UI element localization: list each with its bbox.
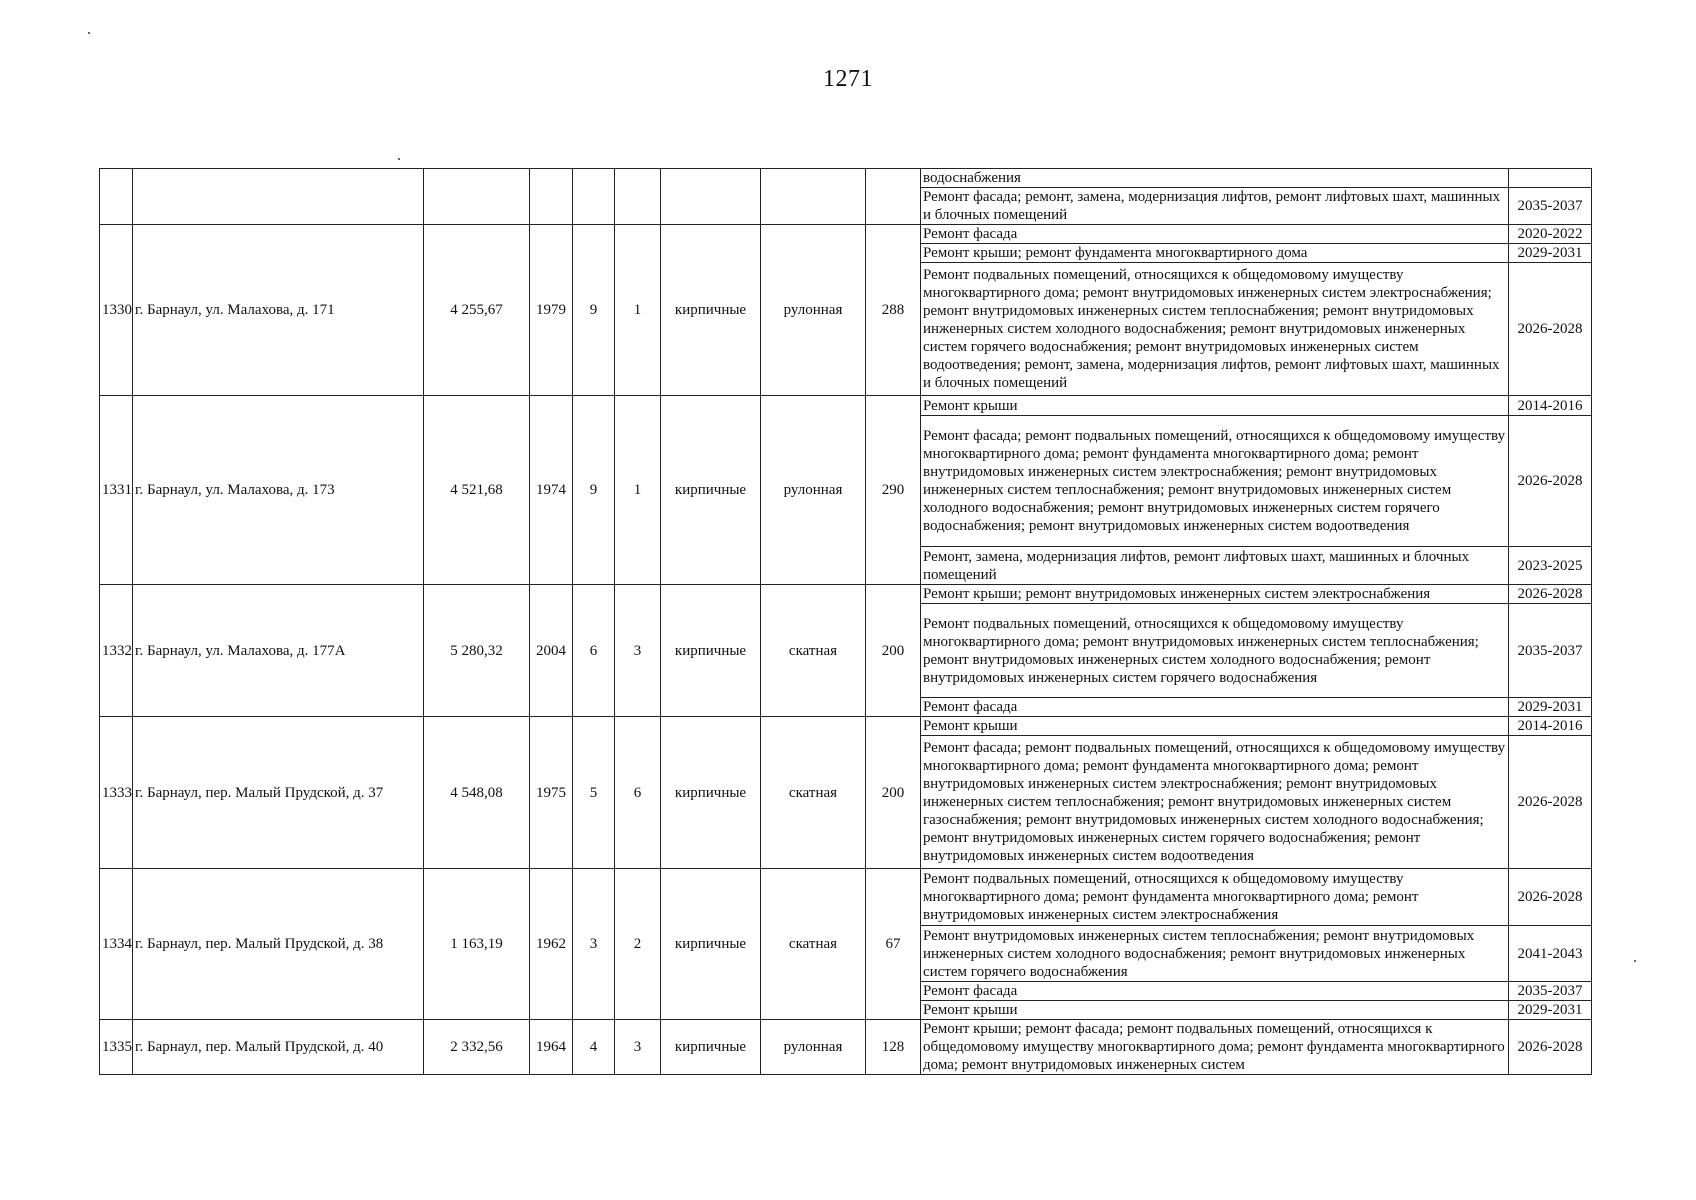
- house-roof: [761, 169, 866, 225]
- work-description: Ремонт, замена, модернизация лифтов, ремонт лифтовых шахт, машинных и блочных помещений: [921, 547, 1509, 585]
- work-description: Ремонт фасада: [921, 982, 1509, 1001]
- house-floors: 4: [573, 1020, 615, 1075]
- house-year: 1964: [530, 1020, 573, 1075]
- house-entrances: 6: [615, 717, 661, 869]
- house-walls: кирпичные: [661, 717, 761, 869]
- work-period: 2026-2028: [1509, 1020, 1592, 1075]
- table-row: [100, 225, 1592, 244]
- house-entrances: 1: [615, 225, 661, 396]
- work-description: Ремонт фасада: [921, 225, 1509, 244]
- house-walls: кирпичные: [661, 869, 761, 1020]
- house-walls: кирпичные: [661, 225, 761, 396]
- house-residents: 200: [866, 717, 921, 869]
- house-area: 4 255,67: [424, 225, 530, 396]
- house-year: [530, 169, 573, 225]
- work-period: 2029-2031: [1509, 1001, 1592, 1020]
- house-area: 5 280,32: [424, 585, 530, 717]
- work-period: [1509, 169, 1592, 188]
- work-period: 2020-2022: [1509, 225, 1592, 244]
- house-roof: рулонная: [761, 396, 866, 585]
- work-period: 2026-2028: [1509, 869, 1592, 926]
- house-year: 1962: [530, 869, 573, 1020]
- work-period: 2035-2037: [1509, 982, 1592, 1001]
- work-description: Ремонт крыши: [921, 396, 1509, 416]
- house-number: 1335: [100, 1020, 133, 1075]
- house-roof: скатная: [761, 869, 866, 1020]
- house-year: 1974: [530, 396, 573, 585]
- house-address: г. Барнаул, ул. Малахова, д. 171: [133, 225, 424, 396]
- house-area: 2 332,56: [424, 1020, 530, 1075]
- house-entrances: 1: [615, 396, 661, 585]
- work-period: 2035-2037: [1509, 188, 1592, 225]
- work-period: 2035-2037: [1509, 604, 1592, 698]
- house-number: 1330: [100, 225, 133, 396]
- repair-schedule-table: [99, 168, 1592, 1075]
- house-address: г. Барнаул, ул. Малахова, д. 173: [133, 396, 424, 585]
- work-period: 2041-2043: [1509, 926, 1592, 982]
- house-floors: 6: [573, 585, 615, 717]
- page-number: 1271: [823, 66, 873, 92]
- work-description: Ремонт фасада; ремонт подвальных помещений, относящихся к общедомовому имуществу многоквартирного дома; ремонт фундамента многоквартирного дома; ремонт внутридомовых инженерных систем электроснабжения; ремонт внутридомовых инженерных систем теплоснабжения; ремонт внутридомовых инженерных систем газоснабжения; ремонт внутридомовых инженерных систем холодного водоснабжения; ремонт внутридомовых инженерных систем горячего водоснабжения; ремонт внутридомовых инженерных систем водоотведения: [921, 736, 1509, 869]
- work-period: 2029-2031: [1509, 244, 1592, 263]
- house-roof: рулонная: [761, 225, 866, 396]
- work-description: Ремонт крыши; ремонт фундамента многоквартирного дома: [921, 244, 1509, 263]
- house-address: г. Барнаул, ул. Малахова, д. 177А: [133, 585, 424, 717]
- work-description: Ремонт внутридомовых инженерных систем теплоснабжения; ремонт внутридомовых инженерных систем холодного водоснабжения; ремонт внутридомовых инженерных систем горячего водоснабжения: [921, 926, 1509, 982]
- work-period: 2014-2016: [1509, 717, 1592, 736]
- house-residents: 128: [866, 1020, 921, 1075]
- work-description: Ремонт крыши; ремонт фасада; ремонт подвальных помещений, относящихся к общедомовому имуществу многоквартирного дома; ремонт фундамента многоквартирного дома; ремонт внутридомовых инженерных систем: [921, 1020, 1509, 1075]
- table-row: [100, 396, 1592, 416]
- work-description: Ремонт подвальных помещений, относящихся к общедомовому имуществу многоквартирного дома; ремонт внутридомовых инженерных систем теплоснабжения; ремонт внутридомовых инженерных систем холодного водоснабжения; ремонт внутридомовых инженерных систем горячего водоснабжения: [921, 604, 1509, 698]
- table-body: [100, 169, 1592, 1075]
- house-number: 1334: [100, 869, 133, 1020]
- house-area: [424, 169, 530, 225]
- house-floors: 9: [573, 225, 615, 396]
- scan-speck: [88, 32, 90, 34]
- work-period: 2023-2025: [1509, 547, 1592, 585]
- house-roof: скатная: [761, 585, 866, 717]
- work-description: Ремонт фасада: [921, 698, 1509, 717]
- capital-repair-table: [99, 168, 1591, 1078]
- house-roof: рулонная: [761, 1020, 866, 1075]
- work-description: Ремонт крыши; ремонт внутридомовых инженерных систем электроснабжения: [921, 585, 1509, 604]
- table-row: [100, 717, 1592, 736]
- work-description: Ремонт крыши: [921, 717, 1509, 736]
- house-address: г. Барнаул, пер. Малый Прудской, д. 37: [133, 717, 424, 869]
- house-year: 1975: [530, 717, 573, 869]
- scan-speck: [1634, 960, 1636, 962]
- work-period: 2029-2031: [1509, 698, 1592, 717]
- house-area: 4 521,68: [424, 396, 530, 585]
- table-row: [100, 1020, 1592, 1075]
- house-floors: [573, 169, 615, 225]
- house-year: 1979: [530, 225, 573, 396]
- house-residents: 288: [866, 225, 921, 396]
- house-residents: 200: [866, 585, 921, 717]
- house-address: г. Барнаул, пер. Малый Прудской, д. 38: [133, 869, 424, 1020]
- house-number: [100, 169, 133, 225]
- table-row: [100, 869, 1592, 926]
- house-entrances: 3: [615, 1020, 661, 1075]
- work-period: 2026-2028: [1509, 736, 1592, 869]
- house-roof: скатная: [761, 717, 866, 869]
- work-description: водоснабжения: [921, 169, 1509, 188]
- scan-speck: [398, 158, 400, 160]
- house-entrances: 2: [615, 869, 661, 1020]
- work-description: Ремонт фасада; ремонт подвальных помещений, относящихся к общедомовому имуществу многоквартирного дома; ремонт фундамента многоквартирного дома; ремонт внутридомовых инженерных систем электроснабжения; ремонт внутридомовых инженерных систем теплоснабжения; ремонт внутридомовых инженерных систем холодного водоснабжения; ремонт внутридомовых инженерных систем горячего водоснабжения; ремонт внутридомовых инженерных систем водоотведения: [921, 416, 1509, 547]
- house-area: 1 163,19: [424, 869, 530, 1020]
- house-year: 2004: [530, 585, 573, 717]
- house-floors: 9: [573, 396, 615, 585]
- work-description: Ремонт крыши: [921, 1001, 1509, 1020]
- work-description: Ремонт подвальных помещений, относящихся к общедомовому имуществу многоквартирного дома; ремонт внутридомовых инженерных систем электроснабжения; ремонт внутридомовых инженерных систем теплоснабжения; ремонт внутридомовых инженерных систем холодного водоснабжения; ремонт внутридомовых инженерных систем горячего водоснабжения; ремонт внутридомовых инженерных систем водоотведения; ремонт, замена, модернизация лифтов, ремонт лифтовых шахт, машинных и блочных помещений: [921, 263, 1509, 396]
- work-description: Ремонт фасада; ремонт, замена, модернизация лифтов, ремонт лифтовых шахт, машинных и блочных помещений: [921, 188, 1509, 225]
- house-floors: 5: [573, 717, 615, 869]
- house-residents: [866, 169, 921, 225]
- house-walls: кирпичные: [661, 396, 761, 585]
- house-entrances: 3: [615, 585, 661, 717]
- house-residents: 290: [866, 396, 921, 585]
- work-period: 2026-2028: [1509, 585, 1592, 604]
- house-entrances: [615, 169, 661, 225]
- house-number: 1333: [100, 717, 133, 869]
- house-walls: кирпичные: [661, 1020, 761, 1075]
- house-floors: 3: [573, 869, 615, 1020]
- work-period: 2014-2016: [1509, 396, 1592, 416]
- house-walls: [661, 169, 761, 225]
- house-area: 4 548,08: [424, 717, 530, 869]
- work-period: 2026-2028: [1509, 416, 1592, 547]
- house-number: 1332: [100, 585, 133, 717]
- table-row: [100, 169, 1592, 188]
- table-row: [100, 585, 1592, 604]
- house-address: г. Барнаул, пер. Малый Прудской, д. 40: [133, 1020, 424, 1075]
- house-number: 1331: [100, 396, 133, 585]
- house-walls: кирпичные: [661, 585, 761, 717]
- house-residents: 67: [866, 869, 921, 1020]
- work-description: Ремонт подвальных помещений, относящихся к общедомовому имуществу многоквартирного дома; ремонт фундамента многоквартирного дома; ремонт внутридомовых инженерных систем электроснабжения: [921, 869, 1509, 926]
- house-address: [133, 169, 424, 225]
- work-period: 2026-2028: [1509, 263, 1592, 396]
